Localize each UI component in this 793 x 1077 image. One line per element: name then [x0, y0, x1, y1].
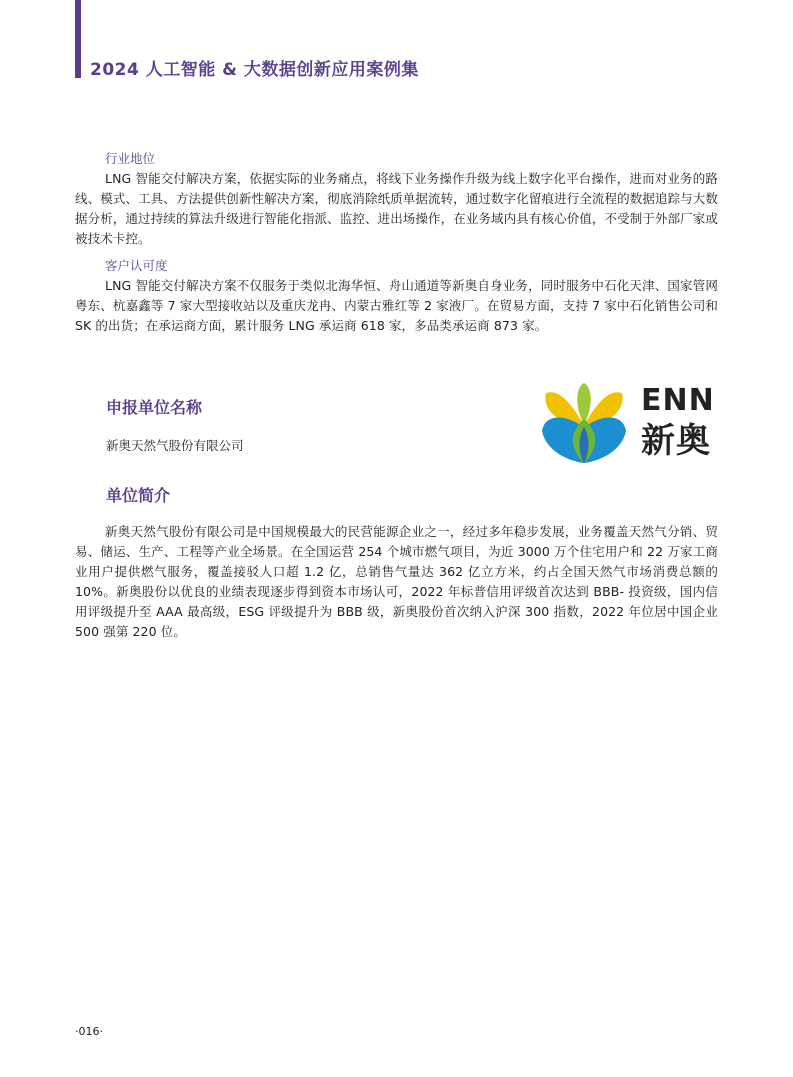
- industry-position-heading: 行业地位: [105, 151, 156, 166]
- logo-text-en: ENN: [641, 383, 715, 418]
- industry-position-text: LNG 智能交付解决方案，依据实际的业务痛点，将线下业务操作升级为线上数字化平台操作，进而对业务的路线、模式、工具、方法提供创新性解决方案，彻底消除纸质单据流转，通过数字化留痕进行全流程的数据追踪与大数据分析，通过持续的算法升级进行智能化指派、监控、进出场操作，在业务域内具有核心价值，不受制于外部厂家或被技术卡控。: [75, 171, 718, 246]
- enn-logo: [540, 381, 720, 465]
- applicant-company-name: 新奥天然气股份有限公司: [106, 438, 244, 453]
- customer-recognition-heading: 客户认可度: [105, 258, 168, 273]
- header-accent-bar: [75, 0, 81, 78]
- customer-recognition-section: [75, 256, 718, 336]
- applicant-heading: 申报单位名称: [106, 398, 203, 417]
- profile-text: 新奥天然气股份有限公司是中国规模最大的民营能源企业之一，经过多年稳步发展，业务覆盖天然气分销、贸易、储运、生产、工程等产业全场景。在全国运营 254 个城市燃气项目，为近 3000 万个住宅用户和 22 万家工商业用户提供燃气服务，覆盖接驳人口超 1.2 亿，总销售气量达 362 亿立方米，约占全国天然气市场消费总额的 10%。新奥股份以优良的业绩表现逐步得到资本市场认可，2022 年标普信用评级首次达到 BBB- 投资级，国内信用评级提升至 AAA 最高级，ESG 评级提升为 BBB 级，新奥股份首次纳入沪深 300 指数，2022 年位居中国企业 500 强第 220 位。: [75, 524, 718, 639]
- profile-section: [75, 522, 718, 642]
- page-header-title: 2024 人工智能 & 大数据创新应用案例集: [90, 60, 419, 80]
- logo-text-cn: 新奥: [641, 421, 711, 461]
- industry-position-section: [75, 149, 718, 249]
- page-number: ·016·: [75, 1025, 103, 1038]
- profile-heading: 单位简介: [106, 486, 171, 505]
- customer-recognition-text: LNG 智能交付解决方案不仅服务于类似北海华恒、舟山通道等新奥自身业务，同时服务中石化天津、国家管网粤东、杭嘉鑫等 7 家大型接收站以及重庆龙冉、内蒙古雅红等 2 家液厂。在贸易方面，支持 7 家中石化销售公司和 SK 的出货；在承运商方面，累计服务 LNG 承运商 618 家，多品类承运商 873 家。: [75, 278, 718, 333]
- enn-flower-icon: [540, 381, 628, 465]
